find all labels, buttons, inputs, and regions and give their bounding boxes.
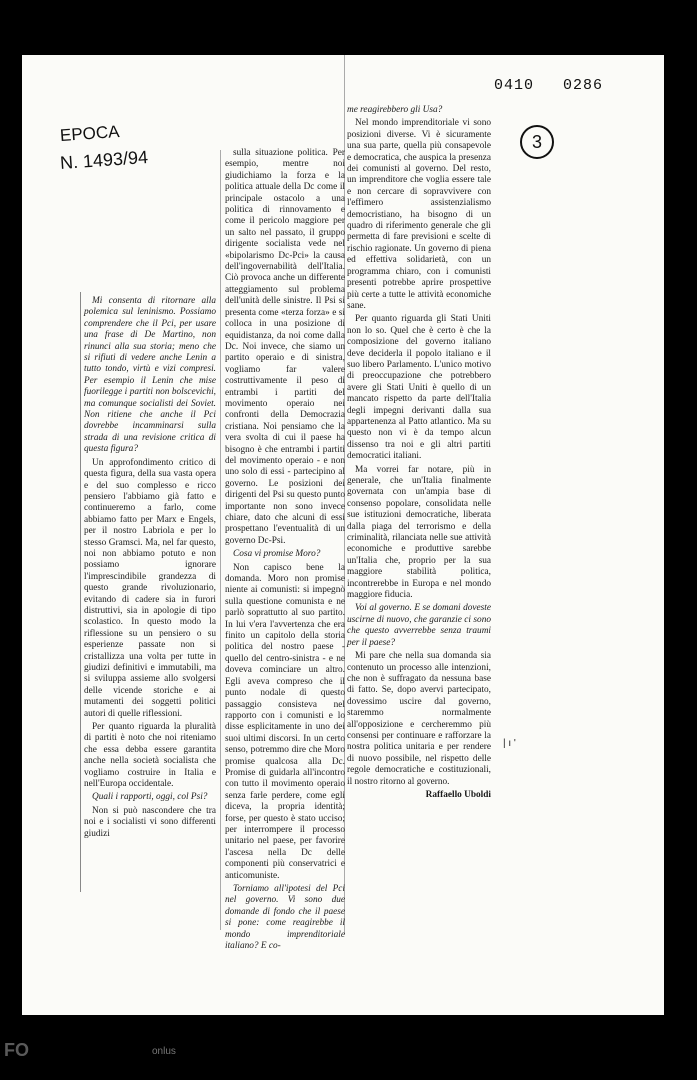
col3-paragraph: Mi pare che nella sua domanda sia contenuto un processo alle intenzioni, che non è suffragato da nessuna base di fatto. Se, dopo avervi partecipato, dovessimo uscire dal governo, staremmo normalmente all'opposizione e cercheremmo più consensi per continuare e rafforzare la nostra politica unitaria e per rendere di nuovo possibile, nel rispetto delle regole democratiche e costituzionali, il nostro ritorno al governo. [347,651,491,787]
col3-paragraph: Voi al governo. E se domani doveste uscirne di nuovo, che garanzie ci sono che questo avverrebbe senza traumi per il paese? [347,603,491,648]
article-column-2 [225,148,345,954]
col3-paragraph: Ma vorrei far notare, più in generale, che un'Italia finalmente governata con un'ampia base di consenso popolare, consolidata nelle sue istituzioni democratiche, liberata dalla piaga del terrorismo e della criminalità, rilanciata nelle sue attività economiche e produttive sarebbe un'Italia che, proprio per la sua maggiore stabilità politica, incontrerebbe in Europa e nel mondo maggiore fiducia. [347,464,491,601]
author-signature: Raffaello Uboldi [425,789,491,800]
col2-paragraph: Cosa vi promise Moro? [233,549,321,560]
col2-paragraph: Non capisco bene la domanda. Moro non promise niente ai comunisti: si impegnò sulla questione comunista e ne parlò soprattutto al suo partito. In lui v'era l'avvertenza che era finito un capitolo della storia politica del nostro paese - quello del centro-sinistra - e ne doveva cominciare un altro. Egli aveva compreso che il punto nodale di questo passaggio consisteva nel rapporto con i comunisti e lo disse esplicitamente in uno dei suoi ultimi discorsi. In un certo senso, potremmo dire che Moro promise qualcosa alla Dc. Promise di guidarla all'incontro con tutto il movimento operaio senza farle perdere, come egli diceva, la propria identità; forse, per questo è stato ucciso; per interrompere il processo unitario nel paese, per favorire l'ascesa nella Dc delle componenti più conservatrici e anticomuniste. [225,562,345,881]
clipping-border-left [80,292,81,892]
col1-paragraph: Mi consenta di ritornare alla polemica sul leninismo. Possiamo comprendere che il Pci, per usare una frase di De Martino, non rinunci alla sua storia; meno che si rifiuti di vedere anche Lenin a tutto tondo, virtù e vizi compresi. Per esempio il Lenin che mise fuorilegge i partiti non bolscevichi, ma comunque socialisti dei Soviet. Non ritiene che anche il Pci dovrebbe incamminarsi sulla strada di una revisione critica di questa figura? [84,296,216,455]
archive-number-2: 0286 [563,77,604,94]
article-column-1 [84,296,216,842]
foundation-logo: FO [4,1040,29,1060]
col2-paragraph: Torniamo all'ipotesi del Pci nel governo. Vi sono due domande di fondo che il paese si pone: come reagirebbe il mondo imprenditoriale italiano? E co- [225,884,345,952]
margin-pencil-marks: | ı ' [503,738,516,749]
col1-paragraph: Un approfondimento critico di questa figura, della sua vasta opera e del suo complesso e ricco pensiero l'abbiamo già fatto e continueremo a farlo, come abbiamo fatto per Marx e Engels, per il nostro Labriola e per lo stesso Gramsci. Ma, nel far questo, noi non abbiamo potuto e non possiamo ignorare l'imprescindibile grandezza di questo grande rivoluzionario, evitando di cadere sia in furori distruttivi, sia in apologie di tipo scolastico. In questo modo la riflessione su un pensiero o su esperienze passate non si cristallizza una volta per tutte in giudizi definitivi e immutabili, ma si sviluppa assieme allo svolgersi delle vicende storiche e ai mutamenti dei soggetti politici autori di quelle riflessioni. [84,457,216,719]
footer-watermark [4,1040,176,1061]
col3-paragraph: Per quanto riguarda gli Stati Uniti non lo so. Quel che è certo è che la composizione del governo italiano deve deciderla il popolo italiano e il suo libero Parlamento. L'unico motivo di preoccupazione che potrebbero avere gli Stati Uniti è quello di un mancato rispetto da parte dell'Italia degli impegni derivanti dalla sua appartenenza al Patto atlantico. Ma su questo non vi è da tempo alcun dissenso tra noi e gli altri partiti democratici italiani. [347,314,491,462]
handwritten-issue-number: N. 1493/94 [59,146,149,174]
handwritten-page-circle: 3 [520,125,554,159]
col1-paragraph: Non si può nascondere che tra noi e i socialisti vi sono differenti giudizi [84,805,216,839]
col1-paragraph: Per quanto riguarda la pluralità di partiti è noto che noi riteniamo che essa debba essere garantita anche nella società socialista che vogliamo costruire in Italia e nell'Europa occidentale. [84,722,216,790]
handwritten-source: EPOCA [59,121,121,146]
article-column-3 [347,105,491,803]
col3-paragraph: Nel mondo imprenditoriale vi sono posizioni diverse. Vi è sicuramente una sua parte, quella più consapevole e democratica, che auspica la presenza dei comunisti al governo. Del resto, un imprenditore che voglia essere tale e non cercare di sopravvivere con l'effimero assistenzialismo democristiano, ha bisogno di un quadro di riferimento generale che gli permetta di fare previsioni e scelte di rischio ragionate. Un governo di piena ed effettiva solidarietà, con un programma chiaro, con i comunisti presenti potrebbe aprire prospettive più certe a tutte le attività economiche sane. [347,118,491,311]
onlus-label: onlus [152,1046,176,1057]
col2-paragraph: sulla situazione politica. Per esempio, mentre noi giudichiamo la forza e la politica attuale della Dc come il principale ostacolo a una politica di rinnovamento e come il pericolo maggiore per un salto nel passato, il gruppo dirigente socialista vede nel «bipolarismo Dc-Pci» la causa dell'ingovernabilità dell'Italia. Ciò provoca anche un differente atteggiamento sul problema dell'unità delle sinistre. Il Psi si presenta come «terza forza» e si colloca in una posizione di equidistanza, da noi come dalla Dc. Noi invece, che siamo un partito operaio e di sinistra, vogliamo far valere costruttivamente il peso di entrambi i partiti del movimento operaio nei confronti della Democrazia cristiana. Noi pensiamo che la vera svolta di cui il paese ha bisogno è che entrambi i partiti del movimento operaio - e non uno solo di essi - partecipino al governo. Le posizioni dei dirigenti del Psi su questo punto importante non sono invece chiare, dato che alcuni di essi prospettano l'eventualità di un governo Dc-Psi. [225,148,345,546]
col1-paragraph: Quali i rapporti, oggi, col Psi? [92,792,208,803]
col3-paragraph: me reagirebbero gli Usa? [347,105,443,115]
archive-number-1: 0410 [494,77,535,94]
clipping-border-middle [220,150,221,930]
